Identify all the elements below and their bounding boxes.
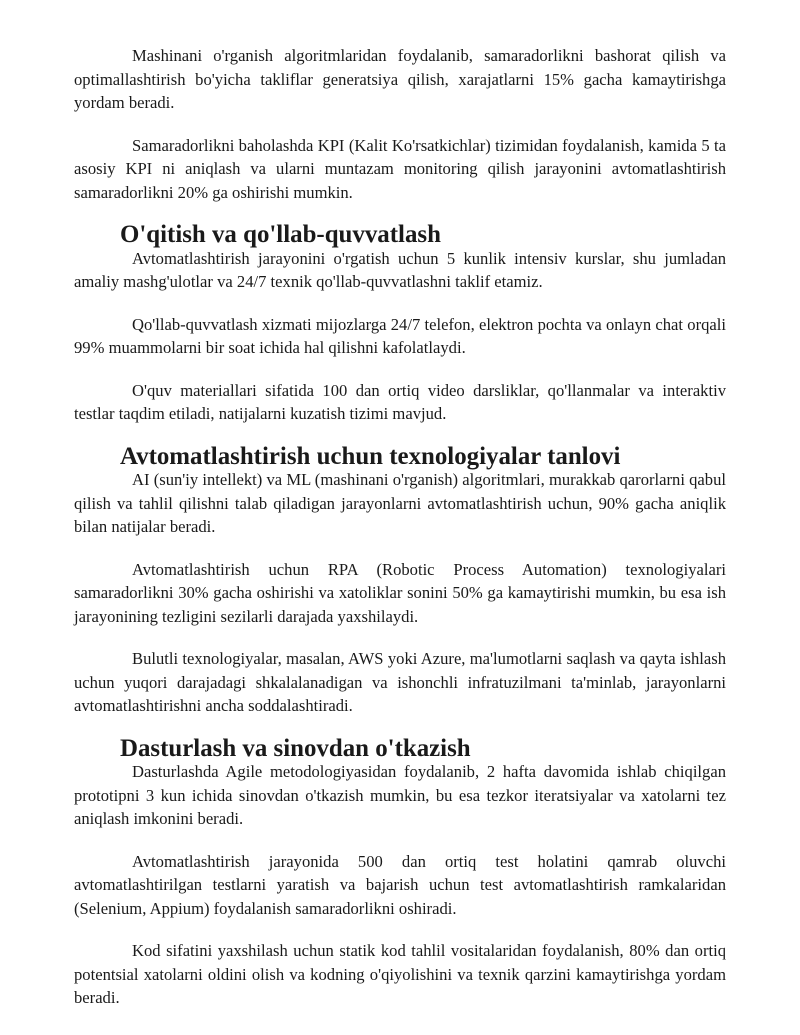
section-training	[74, 223, 726, 426]
paragraph: Avtomatlashtirish uchun RPA (Robotic Process Automation) texnologiyalari samaradorlikni 30% gacha oshirishi va xatoliklar sonini 50% ga kamaytirishi mumkin, bu esa ish jarayonining tezligini sezilarli darajada yaxshilaydi.	[74, 559, 726, 626]
paragraph: AI (sun'iy intellekt) va ML (mashinani o'rganish) algoritmlari, murakkab qarorlarni qabul qilish va tahlil qilishni talab qiladigan jarayonlarni avtomatlashtirish uchun, 90% gacha aniqlik bilan natijalar beradi.	[74, 470, 726, 536]
paragraph: Qo'llab-quvvatlash xizmati mijozlarga 24/7 telefon, elektron pochta va onlayn chat orqali 99% muammolarni bir soat ichida hal qilishni kafolatlaydi.	[74, 314, 726, 357]
paragraph: Avtomatlashtirish jarayonida 500 dan ortiq test holatini qamrab oluvchi avtomatlashtirilgan testlarni yaratish va bajarish uchun test avtomatlashtirish ramkalaridan (Selenium, Appium) foydalanish samaradorlikni oshiradi.	[74, 851, 726, 918]
paragraph: O'quv materiallari sifatida 100 dan ortiq video darsliklar, qo'llanmalar va interaktiv testlar taqdim etiladi, natijalarni kuzatish tizimi mavjud.	[74, 380, 726, 423]
paragraph-intro-1: Mashinani o'rganish algoritmlaridan foydalanib, samaradorlikni bashorat qilish va optimallashtirish bo'yicha takliflar generatsiya qilish, xarajatlarni 15% gacha kamaytirishga yordam beradi.	[74, 46, 726, 112]
paragraph: Avtomatlashtirish jarayonini o'rgatish uchun 5 kunlik intensiv kurslar, shu jumladan amaliy mashg'ulotlar va 24/7 texnik qo'llab-quvvatlashni taklif etamiz.	[74, 248, 726, 291]
section-heading-technology: Avtomatlashtirish uchun texnologiyalar tanlovi	[120, 442, 621, 470]
paragraph-intro-2: Samaradorlikni baholashda KPI (Kalit Ko'rsatkichlar) tizimidan foydalanish, kamida 5 ta asosiy KPI ni aniqlash va ularni muntazam monitoring qilish jarayonini avtomatlashtirish samaradorlikni 20% ga oshirishi mumkin.	[74, 135, 726, 202]
paragraph: Kod sifatini yaxshilash uchun statik kod tahlil vositalaridan foydalanish, 80% dan ortiq potentsial xatolarni oldini olish va kodning o'qiyolishini va texnik qarzini kamaytirishga yordam beradi.	[74, 941, 726, 1007]
section-heading-training: O'qitish va qo'llab-quvvatlash	[120, 221, 441, 248]
section-programming	[74, 734, 726, 1010]
paragraph: Bulutli texnologiyalar, masalan, AWS yoki Azure, ma'lumotlarni saqlash va qayta ishlash uchun yuqori darajadagi shkalalanadigan va ishonchli infratuzilmani ta'minlab, jarayonlarni avtomatlashtirishni ancha soddalashtiradi.	[74, 649, 726, 715]
document-page	[74, 44, 726, 1029]
section-technology	[74, 442, 726, 718]
section-heading-programming: Dasturlash va sinovdan o'tkazish	[120, 734, 471, 762]
paragraph: Dasturlashda Agile metodologiyasidan foydalanib, 2 hafta davomida ishlab chiqilgan prototipni 3 kun ichida sinovdan o'tkazish mumkin, bu esa tezkor iteratsiyalar va xatolarni tez aniqlash imkonini beradi.	[74, 762, 726, 828]
